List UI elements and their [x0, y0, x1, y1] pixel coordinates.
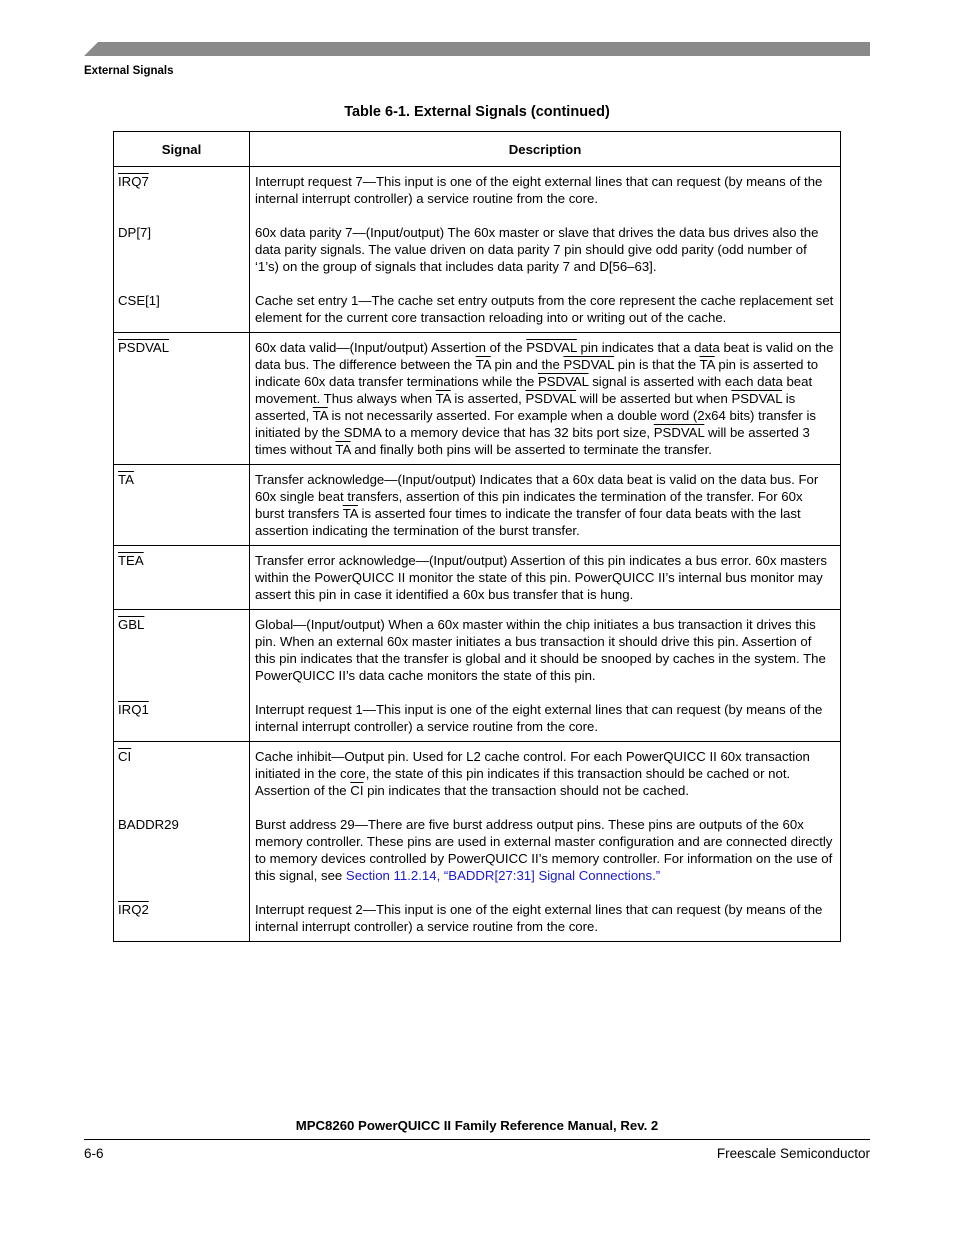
description-cell [250, 546, 841, 610]
table-row [114, 610, 841, 742]
signal-name: BADDR29 [118, 817, 179, 832]
signal-cell [114, 333, 250, 465]
overbar-signal-ref: PSDVAL [731, 391, 783, 406]
signal-description: Interrupt request 2—This input is one of the eight external lines that can request (by means of the internal interrupt controller) a service routine from the core. [255, 902, 823, 934]
table-row [114, 465, 841, 546]
signal-name: $\overline{TA}$ [118, 472, 134, 487]
section-header: External Signals [84, 65, 174, 77]
signal-cell [114, 465, 250, 546]
overbar-signal-ref: PSDVAL [526, 340, 577, 355]
signal-name: PSDVAL [118, 340, 170, 355]
signal-name: $\overline{CI}$ [118, 749, 132, 764]
table-body [114, 167, 841, 942]
overbar-signal-ref: $\overline{TA}$ [342, 506, 358, 521]
overbar-signal-ref: $\overline{TA}$ [699, 357, 715, 372]
signal-cell [114, 610, 250, 742]
page-number: 6-6 [84, 1146, 104, 1161]
signal-description: Interrupt request 1—This input is one of the eight external lines that can request (by means of the internal interrupt controller) a service routine from the core. [255, 702, 823, 734]
company-name: Freescale Semiconductor [716, 1146, 870, 1161]
footer-divider [84, 1139, 870, 1140]
overbar-signal-ref: $\overline{TA}$ [312, 408, 328, 423]
signal-description: Burst address 29—There are five burst address output pins. These pins are outputs of the 60x memory controller. These pins are used in external master configuration and are connected directly to memory devices controlled by PowerQUICC II’s memory controller. For information on the use of this signal, see Section 11.2.14, “BADDR[27:31] Signal Connections.” [255, 817, 833, 883]
signal-name: IRQ7 [118, 174, 149, 189]
table-row [114, 167, 841, 333]
signal-description: Global—(Input/output) When a 60x master within the chip initiates a bus transaction it drives this pin. When an external 60x master initiates a bus transaction it should drive this pin. Assertion of this pin indicates that the transfer is global and it should be snooped by caches in the system. The PowerQUICC II’s data cache monitors the state of this pin. [255, 617, 826, 683]
table-row [114, 546, 841, 610]
signal-name: $\overline{TEA}$ [118, 553, 144, 568]
description-cell [250, 742, 841, 942]
signal-description: Interrupt request 7—This input is one of the eight external lines that can request (by means of the internal interrupt controller) a service routine from the core. [255, 174, 823, 206]
signal-description: 60x data valid—(Input/output) Assertion of the PSDVAL pin indicates that a data beat is valid on the data bus. The difference between the $\overline{TA}$ pin and the PSDVAL pin is that the $\overline{TA}$ pin is asserted to indicate 60x data transfer terminations while the PSDVAL signal is asserted with each data beat movement. Thus always when $\overline{TA}$ is asserted, PSDVAL will be asserted but when PSDVAL is asserted, $\overline{TA}$ is not necessarily asserted. For example when a double word (2x64 bits) transfer is initiated by the SDMA to a memory device that has 32 bits port size, PSDVAL will be asserted 3 times without $\overline{TA}$ and finally both pins will be asserted to terminate the transfer. [255, 340, 834, 457]
signal-description: Cache set entry 1—The cache set entry outputs from the core represent the cache replacement set element for the current core transaction reloading into or writing out of the cache. [255, 293, 834, 325]
overbar-signal-ref: PSDVAL [653, 425, 705, 440]
overbar-signal-ref: $\overline{TA}$ [475, 357, 491, 372]
overbar-signal-ref: $\overline{CI}$ [350, 783, 364, 798]
signal-name: CSE[1] [118, 293, 160, 308]
footer-manual-title: MPC8260 PowerQUICC II Family Reference Manual, Rev. 2 [295, 1118, 659, 1133]
signal-cell [114, 742, 250, 942]
signal-description: Transfer error acknowledge—(Input/output) Assertion of this pin indicates a bus error. 60x masters within the PowerQUICC II monitor the state of this pin. PowerQUICC II’s internal bus monitor may assert this pin in case it identified a 60x bus transfer that is hung. [255, 553, 827, 602]
table-row [114, 742, 841, 942]
signal-description: Transfer acknowledge—(Input/output) Indicates that a 60x data beat is valid on the data bus. For 60x single beat transfers, assertion of this pin indicates the termination of the transfer. For 60x burst transfers $\overline{TA}$ is asserted four times to indicate the transfer of four data beats with the last assertion indicating the termination of the burst transfer. [255, 472, 819, 538]
overbar-signal-ref: $\overline{TA}$ [335, 442, 351, 457]
signal-name: DP[7] [118, 225, 151, 240]
signal-description: Cache inhibit—Output pin. Used for L2 cache control. For each PowerQUICC II 60x transaction initiated in the core, the state of this pin indicates if this transaction should be cached or not. Assertion of the $\overline{CI}$ pin indicates that the transaction should not be cached. [255, 749, 810, 798]
table-title: Table 6-1. External Signals (continued) [344, 104, 610, 120]
table-header-row [114, 132, 841, 167]
description-cell [250, 610, 841, 742]
description-cell [250, 333, 841, 465]
overbar-signal-ref: PSDVAL [537, 374, 589, 389]
overbar-signal-ref: PSDVAL [525, 391, 577, 406]
description-cell [250, 167, 841, 333]
section-cross-reference-link[interactable]: Section 11.2.14, “BADDR[27:31] Signal Connections.” [345, 868, 661, 883]
column-header-description: Description [250, 132, 841, 167]
description-cell [250, 465, 841, 546]
header-decorative-bar [84, 42, 870, 56]
signals-table [113, 131, 841, 942]
table-row [114, 333, 841, 465]
column-header-signal: Signal [114, 132, 250, 167]
signal-description: 60x data parity 7—(Input/output) The 60x master or slave that drives the data bus drives also the data parity signals. The value driven on data parity 7 pin should give odd parity (odd number of ‘1’s) on the group of signals that includes data parity 7 and D[56–63]. [255, 225, 819, 274]
signal-name: $\overline{GBL}$ [118, 617, 145, 632]
signal-cell [114, 546, 250, 610]
signal-name: IRQ1 [118, 702, 149, 717]
overbar-signal-ref: $\overline{TA}$ [435, 391, 451, 406]
overbar-signal-ref: PSDVAL [563, 357, 615, 372]
signal-name: IRQ2 [118, 902, 149, 917]
signal-cell [114, 167, 250, 333]
